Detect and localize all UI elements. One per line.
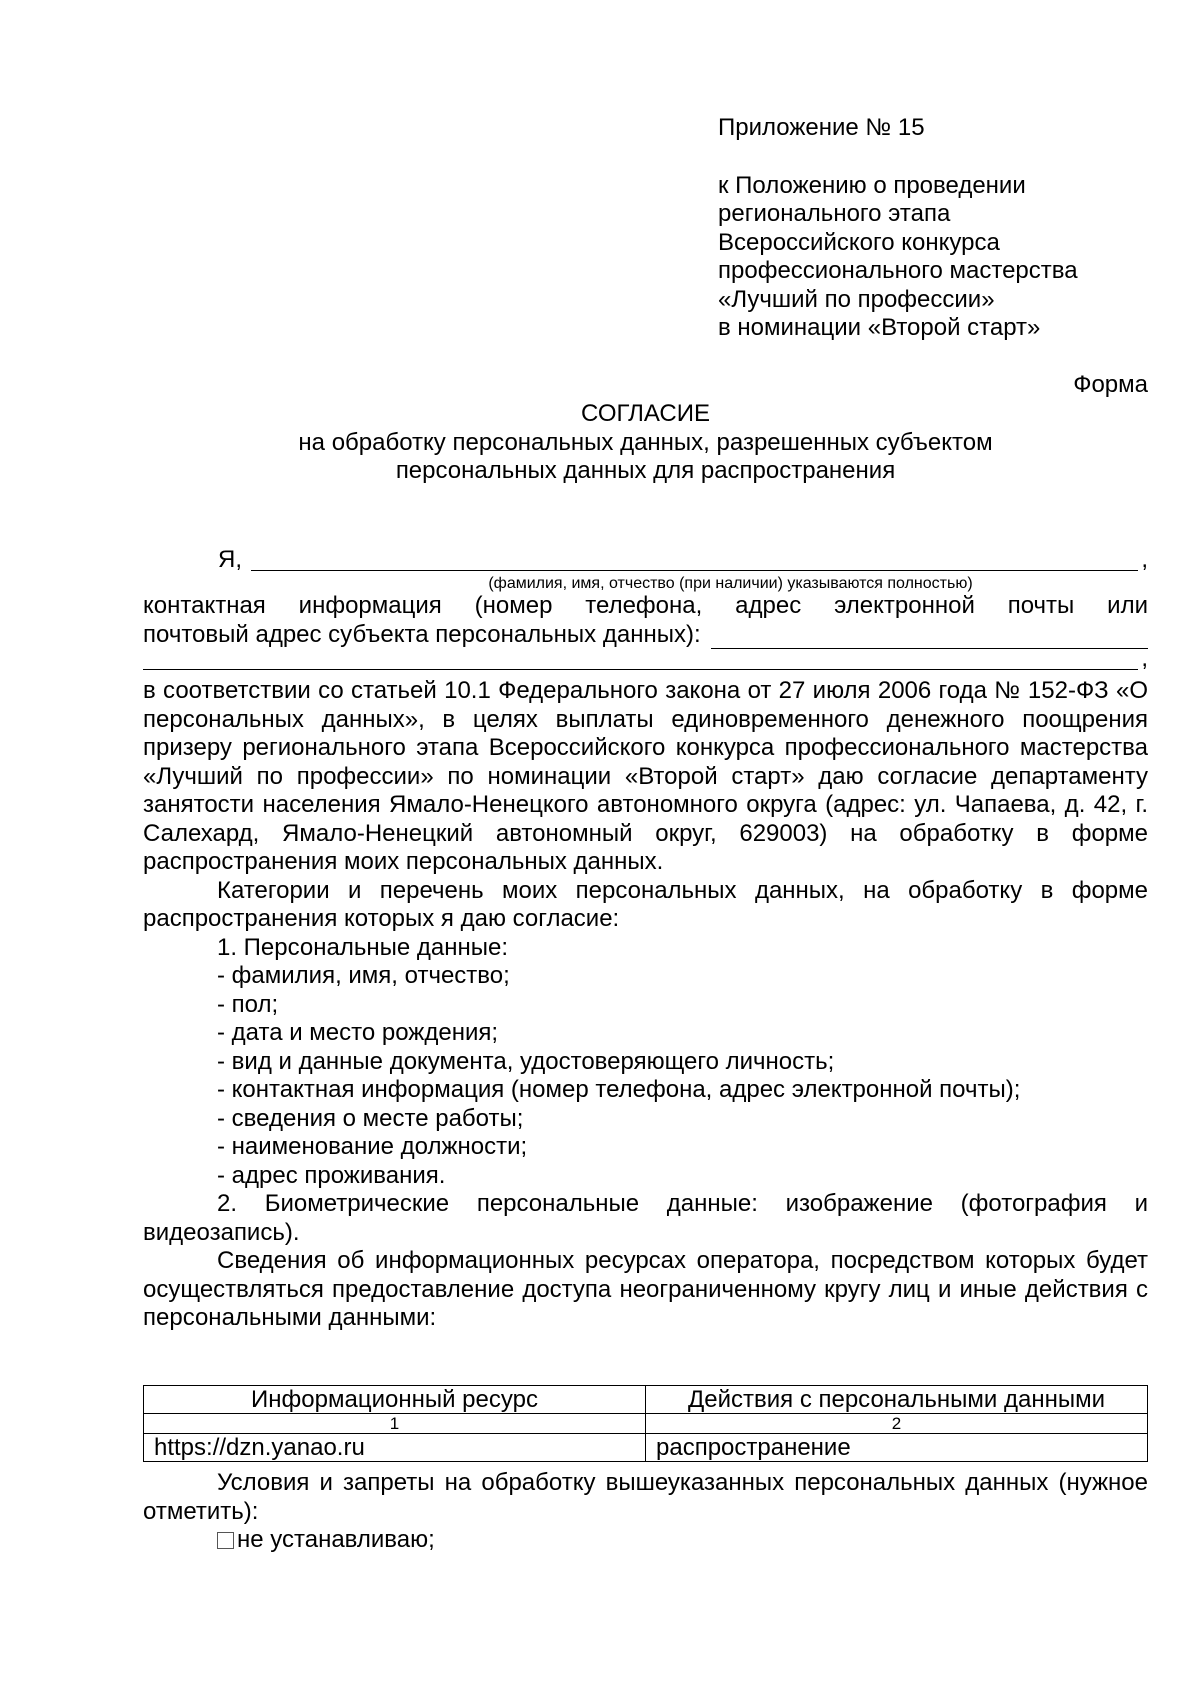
table-number-cell: 1	[144, 1414, 646, 1434]
appendix-ref-line: профессионального мастерства	[718, 257, 1078, 284]
personal-data-item: - наименование должности;	[217, 1133, 528, 1160]
table-header-cell: Информационный ресурс	[144, 1386, 646, 1414]
contact-line: почтовый адрес субъекта персональных данных):	[143, 620, 701, 648]
personal-data-item: - адрес проживания.	[217, 1161, 446, 1189]
contact-field-continuation	[143, 645, 1148, 679]
personal-data-item: - контактная информация (номер телефона, адрес электронной почты);	[217, 1076, 1021, 1103]
personal-data-item: - пол;	[217, 990, 279, 1018]
biometric-data: 2. Биометрические персональные данные: изображение (фотография и видеозапись).	[143, 1190, 1148, 1246]
appendix-number: Приложение № 15	[718, 114, 925, 141]
form-label: Форма	[1073, 371, 1148, 398]
checkbox-option-row	[143, 1526, 1148, 1555]
name-field-hint: (фамилия, имя, отчество (при наличии) указываются полностью)	[488, 575, 973, 592]
document-title	[143, 400, 1148, 486]
table-header-row	[144, 1386, 1148, 1414]
table-number-cell: 2	[646, 1414, 1148, 1434]
personal-data-item: - фамилия, имя, отчество;	[217, 962, 510, 989]
resource-url-cell: https://dzn.yanao.ru	[144, 1434, 646, 1462]
appendix-block	[718, 114, 1178, 343]
conditions-intro: Условия и запреты на обработку вышеуказанных персональных данных (нужное отметить):	[143, 1469, 1148, 1525]
contact-comma: ,	[1141, 645, 1148, 672]
contact-line: контактная информация (номер телефона, адрес электронной почты или	[143, 592, 1148, 619]
name-label: Я,	[218, 546, 242, 573]
appendix-ref-line: к Положению о проведении	[718, 171, 1026, 199]
contact-block	[143, 592, 1148, 679]
resources-intro: Сведения об информационных ресурсах оператора, посредством которых будет осуществляться предоставление доступа неограниченному кругу лиц и иные действия с персональными данными:	[143, 1247, 1148, 1331]
name-comma: ,	[1141, 546, 1148, 573]
appendix-ref-line: в номинации «Второй старт»	[718, 314, 1041, 341]
name-field[interactable]	[251, 570, 1138, 571]
contact-field[interactable]	[711, 624, 1148, 649]
consent-paragraph: в соответствии со статьей 10.1 Федерального закона от 27 июля 2006 года № 152-ФЗ «О персональных данных», в целях выплаты единовременного денежного поощрения призеру регионального этапа Всероссийского конкурса профессионального мастерства «Лучший по профессии» по номинации «Второй старт» даю согласие департаменту занятости населения Ямало-Ненецкого автономного округа (адрес: ул. Чапаева, д. 42, г. Салехард, Ямало-Ненецкий автономный округ, 629003) на обработку в форме распространения моих персональных данных.	[143, 677, 1148, 875]
table-header-cell: Действия с персональными данными	[646, 1386, 1148, 1414]
personal-data-heading: 1. Персональные данные:	[217, 933, 508, 961]
no-restrictions-checkbox[interactable]	[217, 1532, 234, 1549]
resources-table	[143, 1385, 1148, 1462]
checkbox-option-label: не устанавливаю;	[237, 1526, 435, 1553]
title-subtitle: персональных данных для распространения	[395, 457, 896, 484]
name-field-line	[143, 546, 1148, 576]
appendix-ref-line: Всероссийского конкурса	[718, 228, 1000, 256]
table-row	[144, 1434, 1148, 1462]
appendix-ref-line: регионального этапа	[718, 200, 951, 227]
resource-action-cell: распространение	[646, 1434, 1148, 1462]
contact-field-extra[interactable]	[143, 669, 1138, 670]
personal-data-item: - дата и место рождения;	[217, 1019, 499, 1046]
categories-intro: Категории и перечень моих персональных данных, на обработку в форме распространения которых я даю согласие:	[143, 876, 1148, 932]
title-subtitle: на обработку персональных данных, разрешенных субъектом	[298, 428, 993, 456]
contact-line-with-field	[143, 621, 1148, 650]
personal-data-item: - вид и данные документа, удостоверяющего личность;	[217, 1047, 835, 1075]
consent-body	[143, 677, 1148, 1333]
personal-data-item: - сведения о месте работы;	[217, 1104, 524, 1132]
appendix-ref-line: «Лучший по профессии»	[718, 285, 995, 313]
table-number-row	[144, 1414, 1148, 1434]
title-heading: СОГЛАСИЕ	[581, 400, 710, 427]
conditions-block	[143, 1469, 1148, 1555]
